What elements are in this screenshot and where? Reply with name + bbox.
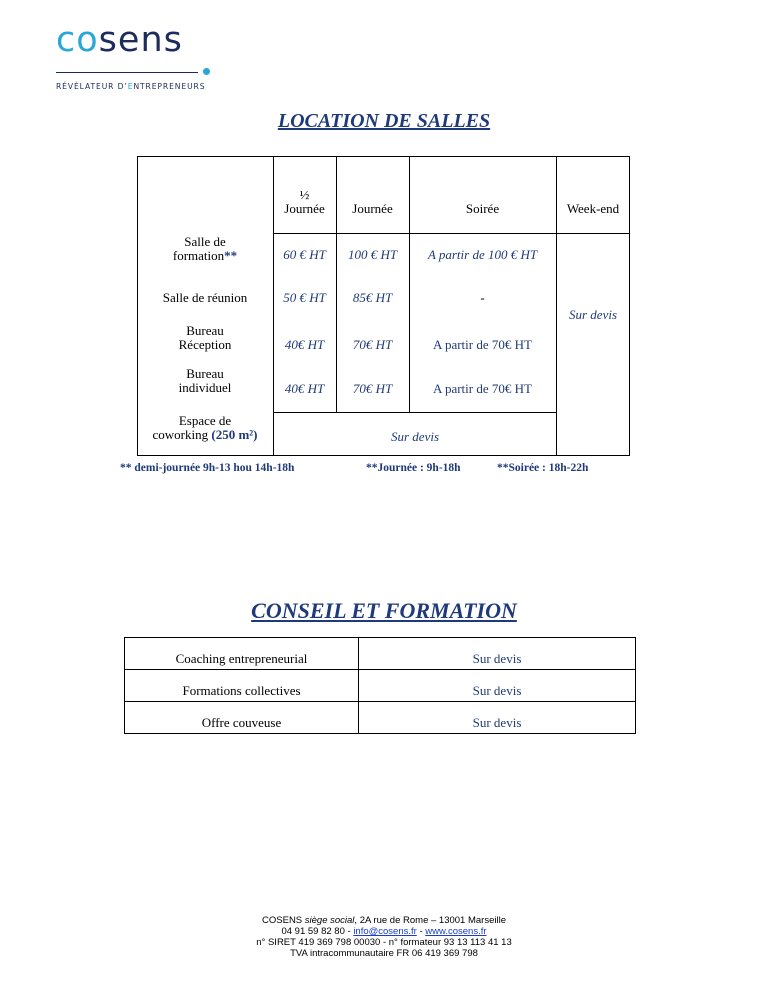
price-individuel-evening: A partir de 70€ HT xyxy=(433,381,532,396)
footer-address: , 2A rue de Rome – 13001 Marseille xyxy=(354,915,506,926)
logo-underline xyxy=(56,72,198,73)
note-evening: **Soirée : 18h-22h xyxy=(497,462,589,474)
row-label-formation xyxy=(137,234,273,264)
note-half-day: ** demi-journée 9h-13 hou 14h-18h xyxy=(120,462,295,474)
header-day: Journée xyxy=(352,201,393,216)
price-reunion-half: 50 € HT xyxy=(283,290,326,305)
location-title: LOCATION DE SALLES xyxy=(277,110,491,132)
row-label-coworking-a: Espace de xyxy=(178,413,232,428)
conseil-table xyxy=(124,637,636,734)
row-label-reception xyxy=(137,323,273,353)
logo-tagline-a: RÉVÉLATEUR D’ xyxy=(56,82,128,91)
row-label-coworking xyxy=(137,413,273,443)
header-half-symbol: ½ xyxy=(299,187,310,202)
footer-website-link[interactable]: www.cosens.fr xyxy=(425,926,487,937)
conseil-label-coaching: Coaching entrepreneurial xyxy=(125,638,359,670)
table-row xyxy=(125,670,636,702)
note-day: **Journée : 9h-18h xyxy=(366,462,461,474)
price-formation-day: 100 € HT xyxy=(347,247,398,262)
row-label-formation-b-text: formation xyxy=(172,248,225,263)
conseil-title: CONSEIL ET FORMATION xyxy=(251,598,517,623)
grid-vline-3 xyxy=(409,156,410,412)
row-label-individuel-b: individuel xyxy=(178,380,232,395)
footer-tva: TVA intracommunautaire FR 06 419 369 798 xyxy=(290,948,478,959)
price-reunion-evening: - xyxy=(480,290,485,305)
header-weekend: Week-end xyxy=(566,201,620,216)
footer-company: COSENS xyxy=(262,915,305,926)
cosens-logo xyxy=(56,20,216,91)
row-label-coworking-b xyxy=(153,428,258,442)
logo-tagline-c: NTREPRENEURS xyxy=(133,82,206,91)
footer-siret: n° SIRET 419 369 798 00030 - n° formateur 93 13 113 41 13 xyxy=(256,937,512,948)
logo-dot-icon xyxy=(203,68,210,75)
row-label-reunion: Salle de réunion xyxy=(162,290,248,305)
footer-address-line xyxy=(0,915,768,926)
price-individuel-half: 40€ HT xyxy=(284,381,325,396)
header-evening: Soirée xyxy=(465,201,500,216)
row-label-individuel-a: Bureau xyxy=(186,366,224,381)
row-label-reception-b: Réception xyxy=(178,337,232,352)
price-reception-day: 70€ HT xyxy=(352,337,393,352)
header-half-word: Journée xyxy=(284,201,325,216)
header-half-day xyxy=(273,184,336,220)
grid-vline-2 xyxy=(336,156,337,412)
location-table xyxy=(137,156,630,456)
conseil-label-formations: Formations collectives xyxy=(125,670,359,702)
price-weekend: Sur devis xyxy=(568,307,618,322)
logo-part-co: co xyxy=(56,20,99,60)
price-coworking: Sur devis xyxy=(390,429,440,444)
footer-sep: - xyxy=(416,926,426,937)
footer-siege: siège social xyxy=(304,915,355,926)
logo-tagline xyxy=(56,82,205,91)
footer-phone: 04 91 59 82 80 - xyxy=(281,926,354,937)
price-reception-half: 40€ HT xyxy=(284,337,325,352)
row-label-formation-suffix: ** xyxy=(224,248,238,263)
logo-tagline-b: E xyxy=(127,82,134,91)
price-formation-evening: A partir de 100 € HT xyxy=(427,247,538,262)
footer-email-link[interactable]: info@cosens.fr xyxy=(353,926,417,937)
conseil-label-couveuse: Offre couveuse xyxy=(125,702,359,734)
logo-part-sens: sens xyxy=(98,20,183,60)
table-row xyxy=(125,638,636,670)
price-reunion-day: 85€ HT xyxy=(352,290,393,305)
conseil-value-formations: Sur devis xyxy=(359,670,636,702)
row-label-formation-a: Salle de xyxy=(184,234,226,249)
row-label-reception-a: Bureau xyxy=(186,323,224,338)
logo-wordmark xyxy=(56,22,183,58)
row-label-coworking-area: (250 m²) xyxy=(211,427,258,442)
grid-hline-coworking xyxy=(273,412,557,413)
row-label-formation-b xyxy=(173,249,237,263)
conseil-value-coaching: Sur devis xyxy=(359,638,636,670)
price-reception-evening: A partir de 70€ HT xyxy=(433,337,532,352)
footer-contact-line xyxy=(0,926,768,937)
footer xyxy=(0,915,768,959)
row-label-coworking-b-text: coworking xyxy=(152,427,209,442)
row-label-individuel xyxy=(137,366,273,396)
conseil-value-couveuse: Sur devis xyxy=(359,702,636,734)
price-individuel-day: 70€ HT xyxy=(352,381,393,396)
table-row xyxy=(125,702,636,734)
grid-hline-header xyxy=(273,233,630,234)
price-formation-half: 60 € HT xyxy=(283,247,326,262)
